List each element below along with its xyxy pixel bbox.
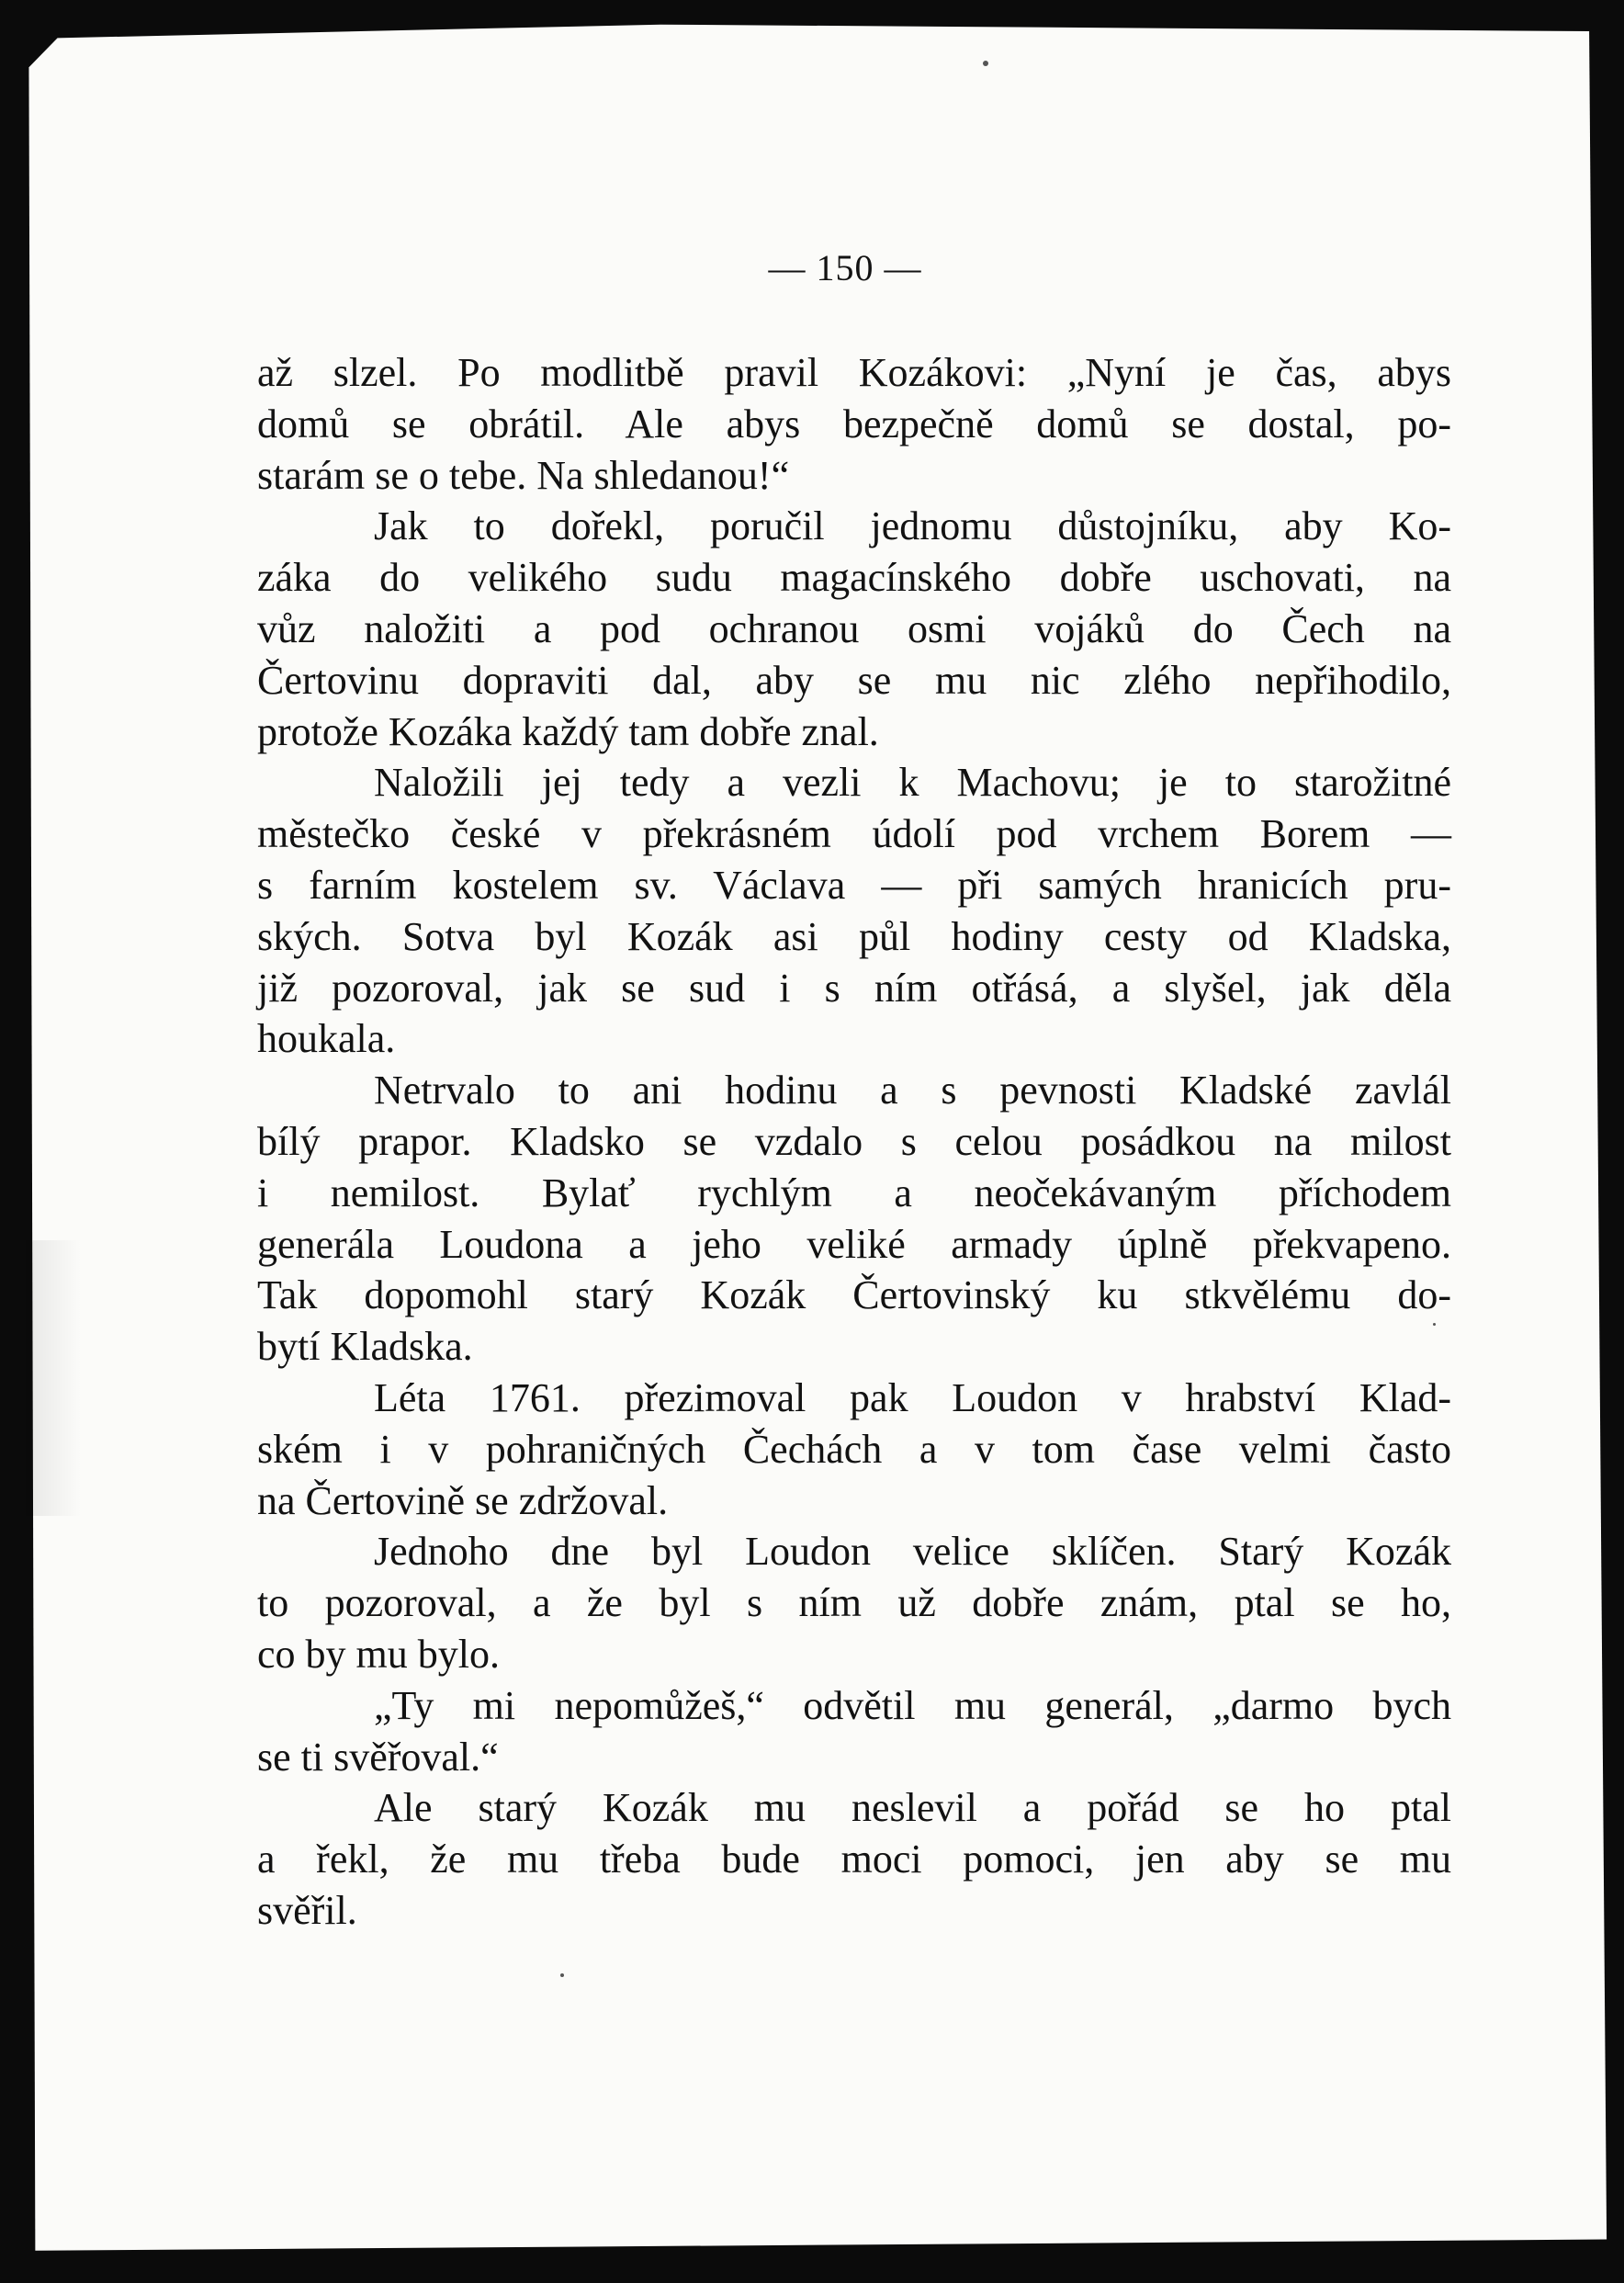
paper-edge-shadow xyxy=(26,1240,81,1516)
text-line: vůz naložiti a pod ochranou osmi vojáků do Čech na xyxy=(257,605,1451,651)
text-line: až slzel. Po modlitbě pravil Kozákovi: „Nyní je čas, abys xyxy=(257,350,1451,395)
text-line: bytí Kladska. xyxy=(257,1324,473,1370)
page-number: — 150 — xyxy=(768,247,922,288)
text-line: již pozoroval, jak se sud i s ním otřásá, a slyšel, jak děla xyxy=(257,965,1451,1011)
text-line: bílý prapor. Kladsko se vzdalo s celou posádkou na milost xyxy=(257,1118,1451,1164)
text-line: a řekl, že mu třeba bude moci pomoci, jen aby se mu xyxy=(257,1837,1451,1882)
text-line: s farním kostelem sv. Václava — při samých hranicích pru- xyxy=(257,862,1451,908)
paragraph xyxy=(257,1680,1451,1783)
text-line: Naložili jej tedy a vezli k Machovu; je to starožitné xyxy=(374,760,1451,806)
paragraph xyxy=(257,1373,1451,1526)
body-text xyxy=(257,347,1451,1937)
text-line: Čertovinu dopraviti dal, aby se mu nic zlého nepřihodilo, xyxy=(257,657,1451,703)
paragraph xyxy=(257,757,1451,1065)
text-line: Jednoho dne byl Loudon velice sklíčen. Starý Kozák xyxy=(374,1529,1451,1575)
paragraph xyxy=(257,347,1451,501)
text-line: Ale starý Kozák mu neslevil a pořád se ho ptal xyxy=(374,1785,1451,1831)
paragraph xyxy=(257,1065,1451,1373)
text-line: svěřil. xyxy=(257,1887,357,1933)
paragraph xyxy=(257,1526,1451,1679)
text-line: to pozoroval, a že byl s ním už dobře znám, ptal se ho, xyxy=(257,1580,1451,1626)
paragraph xyxy=(257,501,1451,757)
text-line: Jak to dořekl, poručil jednomu důstojníku, aby Ko- xyxy=(374,503,1451,549)
text-line: houkala. xyxy=(257,1016,396,1062)
text-line: starám se o tebe. Na shledanou!“ xyxy=(257,452,790,498)
text-line: generála Loudona a jeho veliké armady úplně překvapeno. xyxy=(257,1221,1451,1267)
text-line: Tak dopomohl starý Kozák Čertovinský ku stkvělému do- xyxy=(257,1272,1451,1318)
text-line: Léta 1761. přezimoval pak Loudon v hrabství Klad- xyxy=(374,1374,1451,1420)
paper-speck xyxy=(983,61,988,66)
text-line: domů se obrátil. Ale abys bezpečně domů se dostal, po- xyxy=(257,401,1451,446)
text-line: ském i v pohraničných Čechách a v tom čase velmi často xyxy=(257,1426,1451,1472)
text-line: „Ty mi nepomůžeš,“ odvětil mu generál, „darmo bych xyxy=(374,1682,1451,1728)
paper-speck xyxy=(560,1973,564,1977)
text-line: záka do velikého sudu magacínského dobře uschovati, na xyxy=(257,555,1451,601)
text-line: na Čertovině se zdržoval. xyxy=(257,1477,669,1523)
text-line: ských. Sotva byl Kozák asi půl hodiny cesty od Kladska, xyxy=(257,913,1451,959)
text-line: se ti svěřoval.“ xyxy=(257,1734,499,1780)
text-line: co by mu bylo. xyxy=(257,1631,500,1677)
text-line: Netrvalo to ani hodinu a s pevnosti Kladské zavlál xyxy=(374,1068,1451,1113)
paragraph xyxy=(257,1782,1451,1936)
text-line: protože Kozáka každý tam dobře znal. xyxy=(257,708,879,754)
text-line: městečko české v překrásném údolí pod vrchem Borem — xyxy=(257,811,1451,857)
text-line: i nemilost. Bylať rychlým a neočekávaným příchodem xyxy=(257,1170,1451,1215)
